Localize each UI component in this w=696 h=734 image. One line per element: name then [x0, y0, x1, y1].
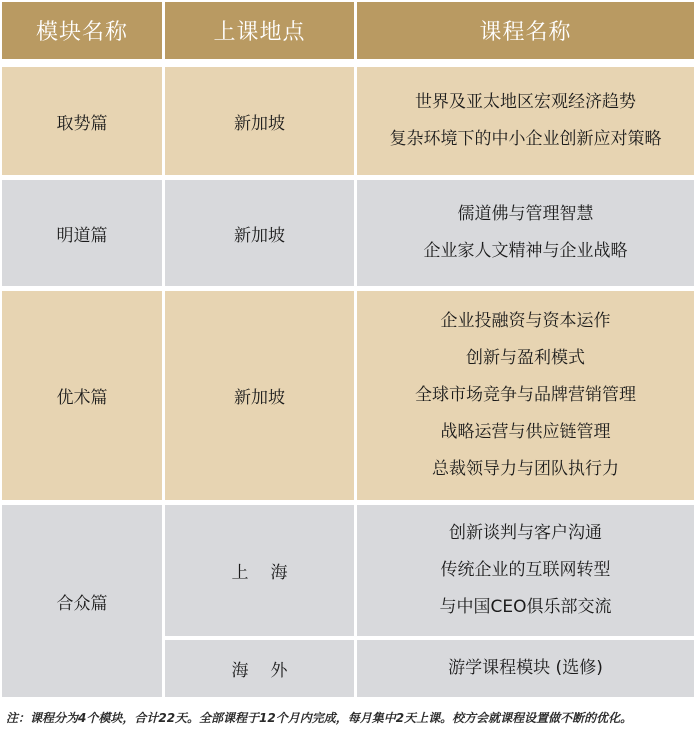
course-item: 世界及亚太地区宏观经济趋势 — [415, 92, 636, 112]
course-item: 创新与盈利模式 — [466, 348, 585, 368]
course-item: 与中国CEO俱乐部交流 — [439, 597, 612, 617]
header-location: 上课地点 — [165, 2, 354, 59]
module-cell: 明道篇 — [2, 180, 162, 286]
course-item: 传统企业的互联网转型 — [440, 560, 611, 580]
course-item: 企业投融资与资本运作 — [440, 311, 611, 331]
course-item: 企业家人文精神与企业战略 — [423, 241, 628, 261]
module-cell: 取势篇 — [2, 67, 162, 175]
location-cell: 上海 — [165, 505, 354, 636]
location-cell: 海外 — [165, 640, 354, 697]
course-item: 全球市场竞争与品牌营销管理 — [415, 385, 636, 405]
course-list — [357, 640, 694, 697]
location-cell: 新加坡 — [165, 67, 354, 175]
course-list — [357, 505, 694, 636]
course-item: 儒道佛与管理智慧 — [457, 204, 594, 224]
course-list — [357, 67, 694, 175]
module-cell: 合众篇 — [2, 505, 162, 697]
location-cell: 新加坡 — [165, 291, 354, 500]
course-list — [357, 291, 694, 500]
course-item: 创新谈判与客户沟通 — [449, 523, 602, 543]
location-cell: 新加坡 — [165, 180, 354, 286]
header-course: 课程名称 — [357, 2, 694, 59]
course-item: 战略运营与供应链管理 — [440, 422, 611, 442]
course-item: 复杂环境下的中小企业创新应对策略 — [389, 129, 662, 149]
course-item: 总裁领导力与团队执行力 — [432, 459, 619, 479]
course-item: 游学课程模块 (选修) — [448, 658, 603, 678]
header-module: 模块名称 — [2, 2, 162, 59]
footnote: 注：课程分为4个模块，合计22天。全部课程于12个月内完成，每月集中2天上课。校方会就课程设置做不断的优化。 — [6, 711, 633, 725]
course-list — [357, 180, 694, 286]
module-cell: 优术篇 — [2, 291, 162, 500]
